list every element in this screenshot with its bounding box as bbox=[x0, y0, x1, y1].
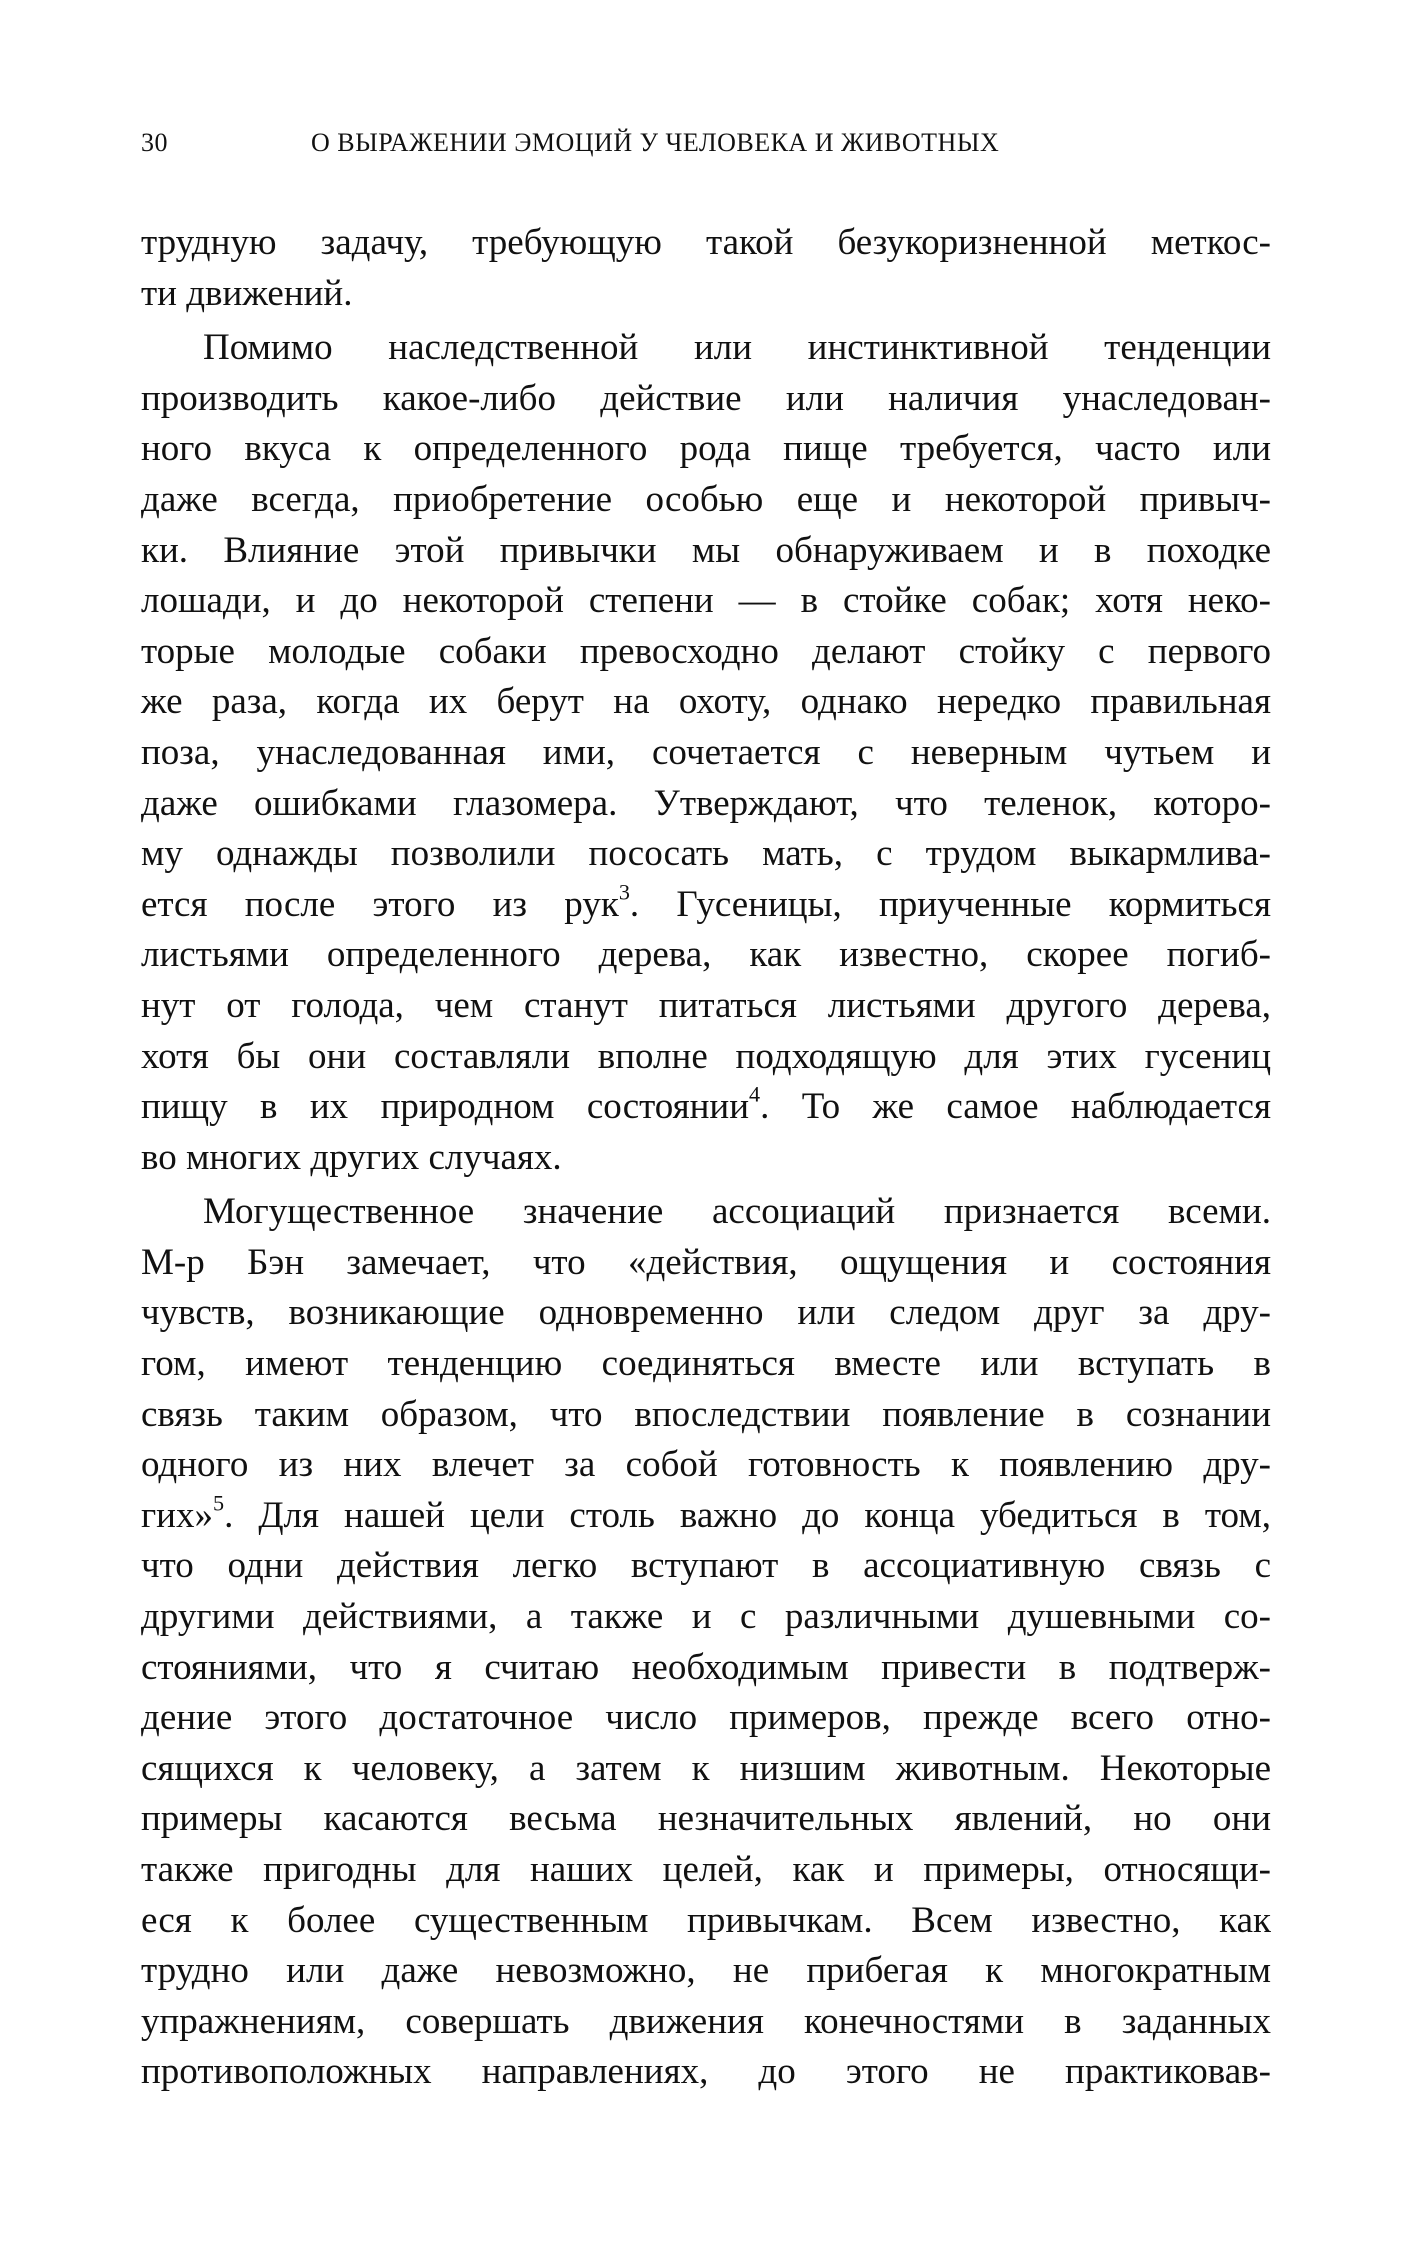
text-line: примеры касаются весьма незначительных явлений, но они bbox=[141, 1798, 1271, 1840]
text-line: также пригодны для наших целей, как и примеры, относящи- bbox=[141, 1849, 1271, 1890]
text-line bbox=[141, 1491, 1271, 1542]
text-line: противоположных направлениях, до этого не практиковав- bbox=[141, 2051, 1271, 2093]
text-line: Помимо наследственной или инстинктивной тенденции bbox=[203, 327, 1271, 369]
text-line: даже всегда, приобретение особью еще и некоторой привыч- bbox=[141, 478, 1271, 520]
text-segment: . Гусеницы, приученные кормиться bbox=[629, 883, 1271, 925]
text-line: дение этого достаточное число примеров, прежде всего отно- bbox=[141, 1697, 1271, 1739]
text-line: связь таким образом, что впоследствии появление в сознании bbox=[141, 1393, 1271, 1435]
body-text bbox=[141, 218, 1271, 2098]
text-line: торые молодые собаки превосходно делают стойку с первого bbox=[141, 630, 1271, 672]
page-number: 30 bbox=[141, 128, 168, 157]
text-line: еся к более существенным привычкам. Всем известно, как bbox=[141, 1899, 1271, 1941]
text-line: Могущественное значение ассоциаций признается всеми. bbox=[203, 1191, 1271, 1233]
text-segment: . Для нашей цели столь важно до конца убедиться в том, bbox=[224, 1494, 1271, 1536]
text-line: во многих других случаях. bbox=[141, 1136, 562, 1178]
footnote-marker: 4 bbox=[749, 1081, 761, 1107]
text-line bbox=[141, 1082, 1271, 1133]
text-line: му однажды позволили пососать мать, с трудом выкармлива- bbox=[141, 833, 1271, 875]
text-line: ки. Влияние этой привычки мы обнаруживаем и в походке bbox=[141, 529, 1271, 571]
text-line: трудную задачу, требующую такой безукоризненной меткос- bbox=[141, 222, 1271, 263]
text-line: производить какое-либо действие или наличия унаследован- bbox=[141, 377, 1271, 419]
text-line: же раза, когда их берут на охоту, однако нередко правильная bbox=[141, 681, 1271, 723]
text-line: М-р Бэн замечает, что «действия, ощущения и состояния bbox=[141, 1241, 1271, 1283]
text-line: хотя бы они составляли вполне подходящую для этих гусениц bbox=[141, 1035, 1271, 1077]
running-head bbox=[141, 128, 1271, 168]
text-line: поза, унаследованная ими, сочетается с неверным чутьем и bbox=[141, 731, 1271, 773]
running-title: О ВЫРАЖЕНИИ ЭМОЦИЙ У ЧЕЛОВЕКА И ЖИВОТНЫХ bbox=[311, 128, 1000, 157]
paragraph-2 bbox=[141, 323, 1271, 1183]
text-line: листьями определенного дерева, как известно, скорее погиб- bbox=[141, 934, 1271, 976]
text-line: ти движений. bbox=[141, 272, 353, 314]
text-segment: гих» bbox=[141, 1494, 213, 1536]
paragraph-3 bbox=[141, 1187, 1271, 2098]
text-line: чувств, возникающие одновременно или следом друг за дру- bbox=[141, 1292, 1271, 1334]
text-line: ного вкуса к определенного рода пище требуется, часто или bbox=[141, 428, 1271, 470]
text-line: нут от голода, чем станут питаться листьями другого дерева, bbox=[141, 984, 1271, 1026]
text-line: лошади, и до некоторой степени — в стойке собак; хотя неко- bbox=[141, 580, 1271, 622]
text-line bbox=[141, 880, 1271, 931]
text-segment: ется после этого из рук bbox=[141, 883, 619, 925]
text-line: трудно или даже невозможно, не прибегая к многократным bbox=[141, 1950, 1271, 1992]
text-segment: пищу в их природном состоянии bbox=[141, 1086, 750, 1128]
text-line: стояниями, что я считаю необходимым привести в подтверж- bbox=[141, 1646, 1271, 1688]
footnote-marker: 3 bbox=[618, 879, 630, 905]
text-line: другими действиями, а также и с различными душевными со- bbox=[141, 1596, 1271, 1638]
paragraph-1 bbox=[141, 218, 1271, 319]
text-line: что одни действия легко вступают в ассоциативную связь с bbox=[141, 1545, 1271, 1587]
text-line: одного из них влечет за собой готовность к появлению дру- bbox=[141, 1444, 1271, 1486]
footnote-marker: 5 bbox=[212, 1490, 225, 1516]
text-line: гом, имеют тенденцию соединяться вместе или вступать в bbox=[141, 1343, 1271, 1385]
text-line: даже ошибками глазомера. Утверждают, что теленок, которо- bbox=[141, 782, 1271, 824]
text-segment: . То же самое наблюдается bbox=[760, 1086, 1271, 1128]
text-line: упражнениям, совершать движения конечностями в заданных bbox=[141, 2000, 1271, 2042]
text-line: сящихся к человеку, а затем к низшим животным. Некоторые bbox=[141, 1747, 1271, 1789]
